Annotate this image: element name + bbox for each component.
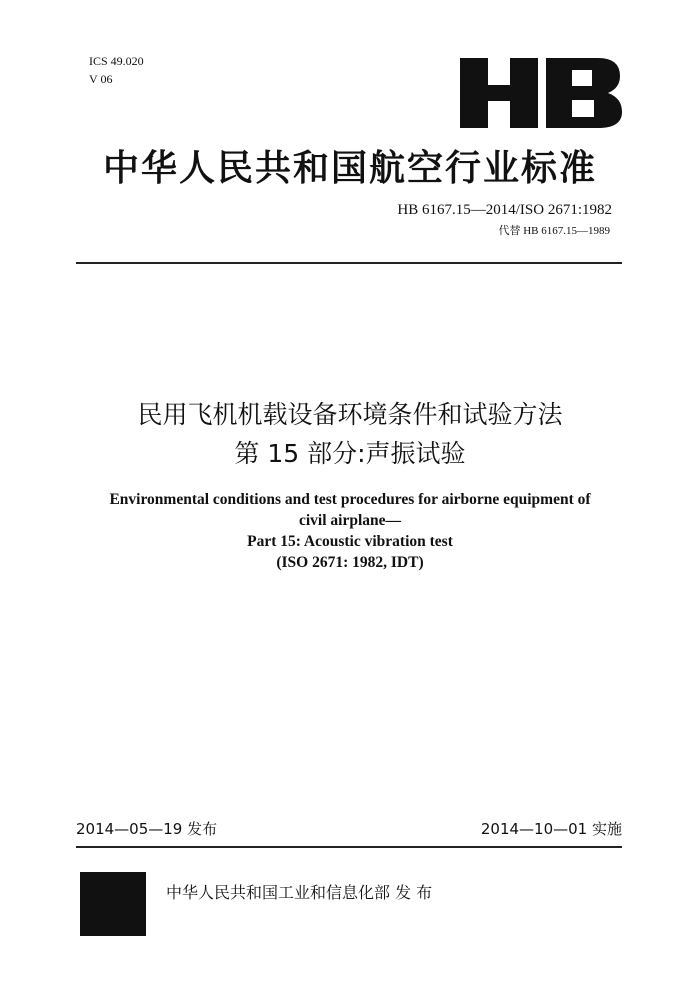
issue-date: 2014—05—19 发布 <box>76 820 218 838</box>
chinese-title-line2: 第 15 部分:声振试验 <box>234 439 466 468</box>
publisher-mark <box>80 872 146 936</box>
top-divider <box>76 262 622 264</box>
english-title-line2: civil airplane— <box>298 512 402 529</box>
english-title-line3: Part 15: Acoustic vibration test <box>247 533 453 550</box>
standard-title: 中华人民共和国航空行业标准 <box>102 148 597 189</box>
replaces-note: 代替 HB 6167.15—1989 <box>498 225 610 237</box>
publisher: 中华人民共和国工业和信息化部 发 布 <box>166 883 433 902</box>
standard-code: HB 6167.15—2014/ISO 2671:1982 <box>397 202 612 218</box>
implement-date: 2014—10—01 实施 <box>480 820 622 838</box>
chinese-title-line1: 民用飞机机载设备环境条件和试验方法 <box>137 400 563 429</box>
english-title-line4: (ISO 2671: 1982, IDT) <box>276 554 424 571</box>
hb-logo <box>458 58 622 128</box>
category-code: V 06 <box>89 72 113 86</box>
english-title-line1: Environmental conditions and test procedures for airborne equipment of <box>109 491 591 508</box>
bottom-divider <box>76 846 622 848</box>
ics-block <box>89 52 144 88</box>
ics-code: ICS 49.020 <box>89 54 144 68</box>
